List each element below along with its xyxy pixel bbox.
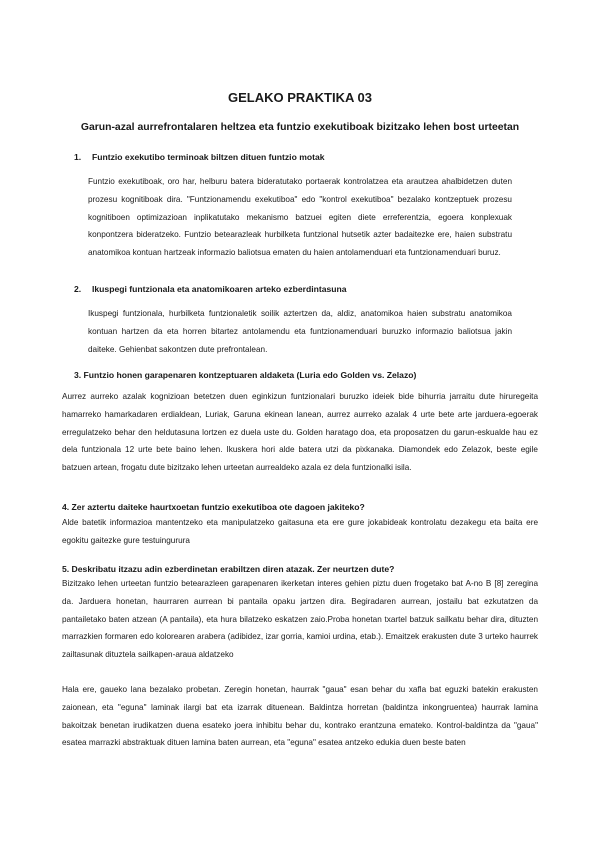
section-number: 1.	[74, 152, 82, 162]
section-heading	[74, 284, 347, 294]
section-paragraph: Funtzio exekutiboak, oro har, helburu batera bideratutako portaerak kontrolatzea eta arautzea ahalbidetzen duten prozesu kognitiboak dira. "Funtzionamendu exekutiboa" edo "kontrol exekutiboa" bezalako kontzeptuek prozesu kognitiboen optimizazioan inplikatutako mekanismo batzuei egiten diete erreferentzia, egoera konplexuak konpontzera bideratzeko. Funtzio betearazleak hurbilketa funtzional hutsetik azter badaitezke ere, haien substratu anatomikoa kontuan hartzeak informazio baliotsua ematen du haien antolamenduari eta funtzionamenduari buruz.	[88, 177, 512, 258]
section-heading-text: Funtzio exekutibo terminoak biltzen dituen funtzio motak	[92, 152, 325, 162]
section-heading: 4. Zer aztertu daiteke haurtxoetan funtzio exekutiboa ote dagoen jakiteko?	[62, 502, 365, 512]
section-paragraph: Ikuspegi funtzionala, hurbilketa funtzionaletik soilik aztertzen da, aldiz, anatomikoa haien substratu anatomikoa kontuan hartzen da eta horren bitartez antolamendu eta funtzionamenduari buruzko informazio baliotsua jakin daiteke. Gehienbat sakontzen dute prefrontalean.	[88, 309, 512, 354]
page-subtitle: Garun-azal aurrefrontalaren heltzea eta funtzio exekutiboak bizitzako lehen bost urteetan	[80, 122, 520, 133]
section-heading: 3. Funtzio honen garapenaren kontzeptuaren aldaketa (Luria edo Golden vs. Zelazo)	[74, 370, 417, 380]
section-paragraph: Bizitzako lehen urteetan funtzio betearazleen garapenaren ikerketan interes gehien piztu duen frogetako bat A-no B [8] zeregina da. Jarduera honetan, haurraren aurrean bi pantaila opaku jartzen dira. Begiradaren aurrean, jostailu bat ezkutatzen da pantailetako baten atzean (A pantaila), eta hura bilatzeko eskatzen zaio.Proba honetan txartel batzuk sailkatu behar dira, dituzten marrazkien formaren edo kolorearen arabera (adibidez, izar gorria, kamioi urdina, etab.). Emaitzek erakusten dute 3 urteko haurrek zailtasunak dituztela sailkapen-araua aldatzeko	[62, 579, 538, 660]
section-paragraph: Alde batetik informazioa mantentzeko eta manipulatzeko gaitasuna eta ere gure jokabideak kontrolatu dezakegu eta baita ere egokitu gaitezke gure testuingurura	[62, 518, 538, 545]
page-title: GELAKO PRAKTIKA 03	[228, 90, 372, 105]
section-heading-text: Ikuspegi funtzionala eta anatomikoaren arteko ezberdintasuna	[92, 284, 347, 294]
section-heading: 5. Deskribatu itzazu adin ezberdinetan erabiltzen diren atazak. Zer neurtzen dute?	[62, 564, 395, 574]
section-paragraph: Aurrez aurreko azalak kognizioan betetzen duen eginkizun funtzionalari buruzko ideiek bide bihurria jarraitu dute hiruregeita hamarreko hamarkadaren erdialdean, Luriak, Garuna ekinean lanean, aurrez aurreko azalak 4 urte bete arte jarduera-egoerak erregulatzeko behar den heldutasuna lortzen ez duela uste du. Golden haratago doa, eta proposatzen du garun-eskualde hau ez dela funtzionala 12 urte bete baino lehen. Ikuskera hori alde batera utzi da pixkanaka. Diamondek edo Zelazok, beste egile batzuen artean, frogatu dute bizitzako lehen urteetan aurrealdeko azala ez dela funtzionalki isila.	[62, 392, 538, 473]
section-number: 2.	[74, 284, 82, 294]
section-heading	[74, 152, 325, 162]
section-paragraph: Hala ere, gaueko lana bezalako probetan. Zeregin honetan, haurrak "gaua" esan behar du xafla bat eguzki batekin erakusten zaionean, eta "eguna" laminak ilargi bat eta izarrak dituenean. Baldintza horretan (baldintza inkongruentea) haurrak lamina bakoitzak benetan irudikatzen duena esateko joera inhibitu behar du, kontrako erantzuna emateko. Kontrol-baldintza da "gaua" esatea marrazki abstraktuak dituen lamina baten aurrean, eta "eguna" esatea antzeko edukia duen beste baten	[62, 685, 538, 748]
